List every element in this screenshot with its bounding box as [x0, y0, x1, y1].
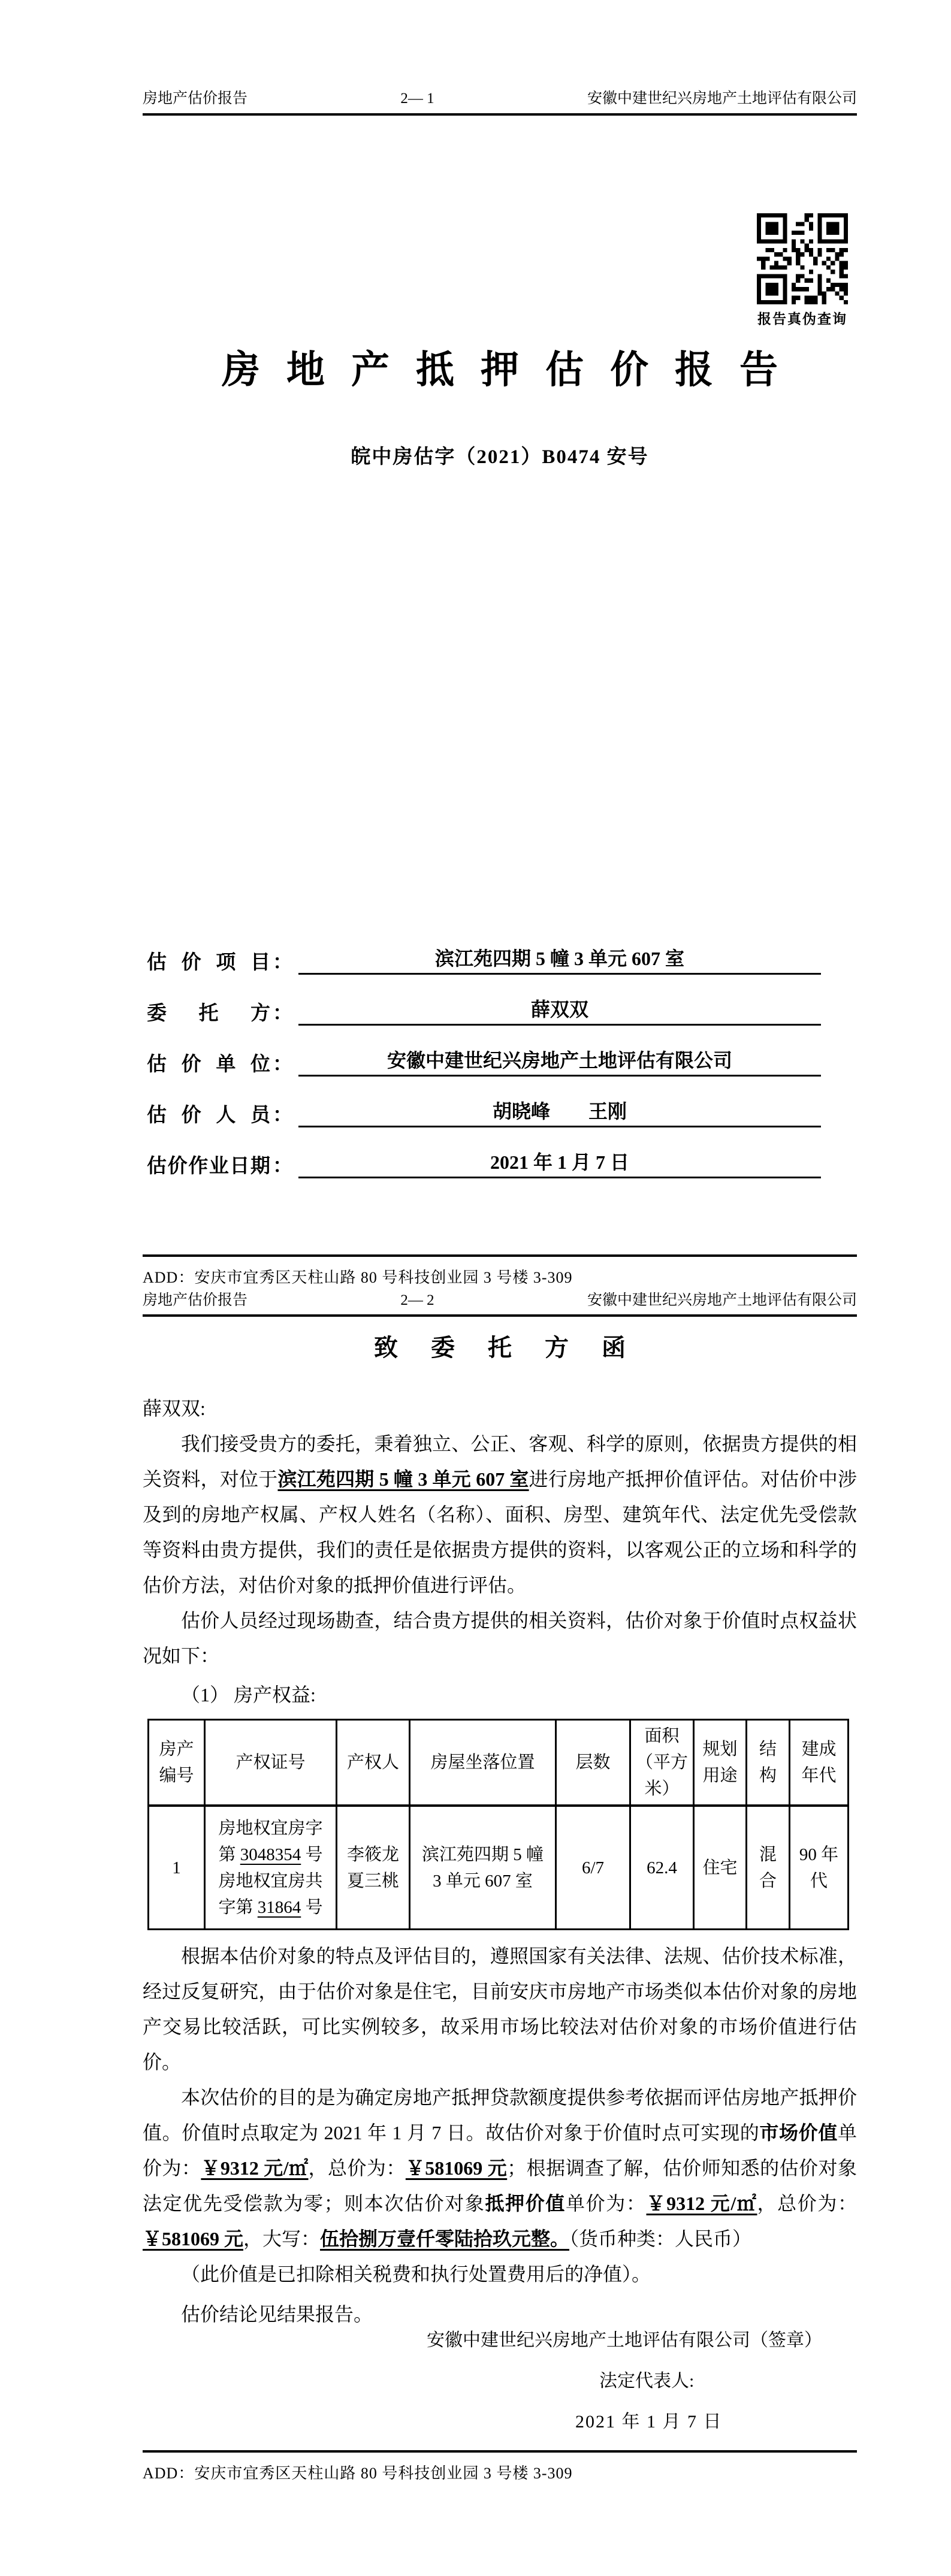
report-number: 皖中房估字（2021）B0474 安号 — [351, 446, 649, 468]
page2-header-rule — [143, 1314, 857, 1317]
owner-cell: 李筱龙 夏三桃 — [337, 1806, 410, 1930]
form-row-date — [147, 1127, 821, 1178]
paragraph-survey: 估价人员经过现场勘查，结合贵方提供的相关资料，估价对象于价值时点权益状况如下： — [143, 1610, 857, 1667]
page2-footer-address: ADD：安庆市宜秀区天柱山路 80 号科技创业园 3 号楼 3-309 — [143, 2465, 573, 2482]
form-label-date: 估价作业日期 — [147, 1156, 270, 1177]
cover-form — [147, 924, 821, 1178]
form-label-client: 委托方 — [147, 1003, 270, 1024]
form-row-agency — [147, 1026, 821, 1077]
form-row-appraisers — [147, 1077, 821, 1127]
area-cell: 62.4 — [630, 1806, 694, 1930]
running-header-company: 安徽中建世纪兴房地产土地评估有限公司 — [587, 90, 857, 107]
form-colon: ： — [273, 1054, 292, 1075]
form-row-project — [147, 924, 821, 975]
signature-legal-rep: 法定代表人: — [599, 2371, 695, 2391]
page2-footer-rule — [143, 2450, 857, 2453]
page1-header-rule — [143, 113, 857, 116]
paragraph-net-value-note: （此价值是已扣除相关税费和执行处置费用后的净值）。 — [181, 2263, 651, 2285]
col-header-location: 房屋坐落位置 — [410, 1720, 556, 1806]
property-rights-table — [147, 1719, 849, 1930]
property-id-cell: 1 — [149, 1806, 205, 1930]
running-header-company: 安徽中建世纪兴房地产土地评估有限公司 — [587, 1292, 857, 1308]
report-title: 房地产抵押估价报告 — [222, 349, 804, 391]
form-label-agency: 估价单位 — [147, 1054, 270, 1075]
form-value-date: 2021 年 1 月 7 日 — [298, 1150, 821, 1178]
use-cell: 住宅 — [694, 1806, 747, 1930]
paragraph-conclusion-note: 估价结论见结果报告。 — [181, 2303, 373, 2325]
col-header-use: 规划用途 — [694, 1720, 747, 1806]
form-label-appraisers: 估价人员 — [147, 1105, 270, 1126]
signature-date: 2021 年 1 月 7 日 — [575, 2412, 723, 2432]
running-header-doc-type: 房地产估价报告 — [143, 90, 248, 107]
form-colon: ： — [273, 1156, 292, 1177]
form-value-client: 薛双双 — [298, 997, 821, 1026]
page1-footer-rule — [143, 1254, 857, 1257]
page1-footer-address: ADD：安庆市宜秀区天柱山路 80 号科技创业园 3 号楼 3-309 — [143, 1269, 573, 1286]
signature-company: 安徽中建世纪兴房地产土地评估有限公司（签章） — [427, 2330, 822, 2350]
qr-caption: 报告真伪查询 — [757, 312, 847, 326]
list-item-property-rights: （1） 房产权益: — [181, 1684, 316, 1706]
built-year-cell: 90 年代 — [790, 1806, 849, 1930]
col-header-cert-no: 产权证号 — [205, 1720, 337, 1806]
paragraph-valuation-result: 本次估价的目的是为确定房地产抵押贷款额度提供参考依据而评估房地产抵押价值。价值时点取定为 2021 年 1 月 7 日。故估价对象于价值时点可实现的市场价值单价为：￥9312 元/㎡，总价为：￥581069 元；根据调查了解，估价师知悉的估价对象法定优先受偿款为零；则本次估价对象抵押价值单价为：￥9312 元/㎡，总价为：￥581069 元，大写：伍拾捌万壹仟零陆拾玖元整。（货币种类：人民币） — [143, 2087, 857, 2250]
qr-verification-block — [757, 213, 848, 328]
floor-cell: 6/7 — [556, 1806, 630, 1930]
col-header-structure: 结构 — [747, 1720, 790, 1806]
qr-code — [757, 213, 848, 304]
letter-title: 致委托方函 — [374, 1334, 659, 1361]
form-row-client — [147, 975, 821, 1026]
running-header-doc-type: 房地产估价报告 — [143, 1292, 248, 1308]
table-row — [149, 1806, 849, 1930]
cert-no-cell: 房地权宜房字 第 3048354 号 房地权宜房共 字第 31864 号 — [205, 1806, 337, 1930]
col-header-area: 面积（平方米） — [630, 1720, 694, 1806]
letter-body — [143, 1391, 857, 2332]
form-value-appraisers: 胡晓峰 王刚 — [298, 1099, 821, 1127]
structure-cell: 混合 — [747, 1806, 790, 1930]
salutation: 薛双双: — [143, 1398, 206, 1419]
form-colon: ： — [273, 1003, 292, 1024]
col-header-property-id: 房产编号 — [149, 1720, 205, 1806]
page2-running-header — [143, 1292, 857, 1310]
col-header-floor: 层数 — [556, 1720, 630, 1806]
running-header-page-number: 2— 1 — [400, 90, 434, 107]
col-header-owner: 产权人 — [337, 1720, 410, 1806]
form-label-project: 估价项目 — [147, 952, 270, 973]
col-header-built-year: 建成年代 — [790, 1720, 849, 1806]
paragraph-engagement: 我们接受贵方的委托，秉着独立、公正、客观、科学的原则，依据贵方提供的相关资料，对位于滨江苑四期 5 幢 3 单元 607 室进行房地产抵押价值评估。对估价中涉及到的房地产权属、产权人姓名（名称）、面积、房型、建筑年代、法定优先受偿款等资料由贵方提供，我们的责任是依据贵方提供的资料，以客观公正的立场和科学的估价方法，对估价对象的抵押价值进行评估。 — [143, 1433, 857, 1596]
form-value-agency: 安徽中建世纪兴房地产土地评估有限公司 — [298, 1048, 821, 1077]
form-colon: ： — [273, 1105, 292, 1126]
signature-block — [143, 2328, 857, 2435]
form-value-project: 滨江苑四期 5 幢 3 单元 607 室 — [298, 947, 821, 975]
paragraph-method: 根据本估价对象的特点及评估目的，遵照国家有关法律、法规、估价技术标准，经过反复研究，由于估价对象是住宅，目前安庆市房地产市场类似本估价对象的房地产交易比较活跃，可比实例较多，故采用市场比较法对估价对象的市场价值进行估价。 — [143, 1945, 857, 2073]
running-header-page-number: 2— 2 — [400, 1292, 434, 1308]
table-header-row — [149, 1720, 849, 1806]
location-cell: 滨江苑四期 5 幢 3 单元 607 室 — [410, 1806, 556, 1930]
form-colon: ： — [273, 952, 292, 973]
page1-running-header — [143, 90, 857, 108]
